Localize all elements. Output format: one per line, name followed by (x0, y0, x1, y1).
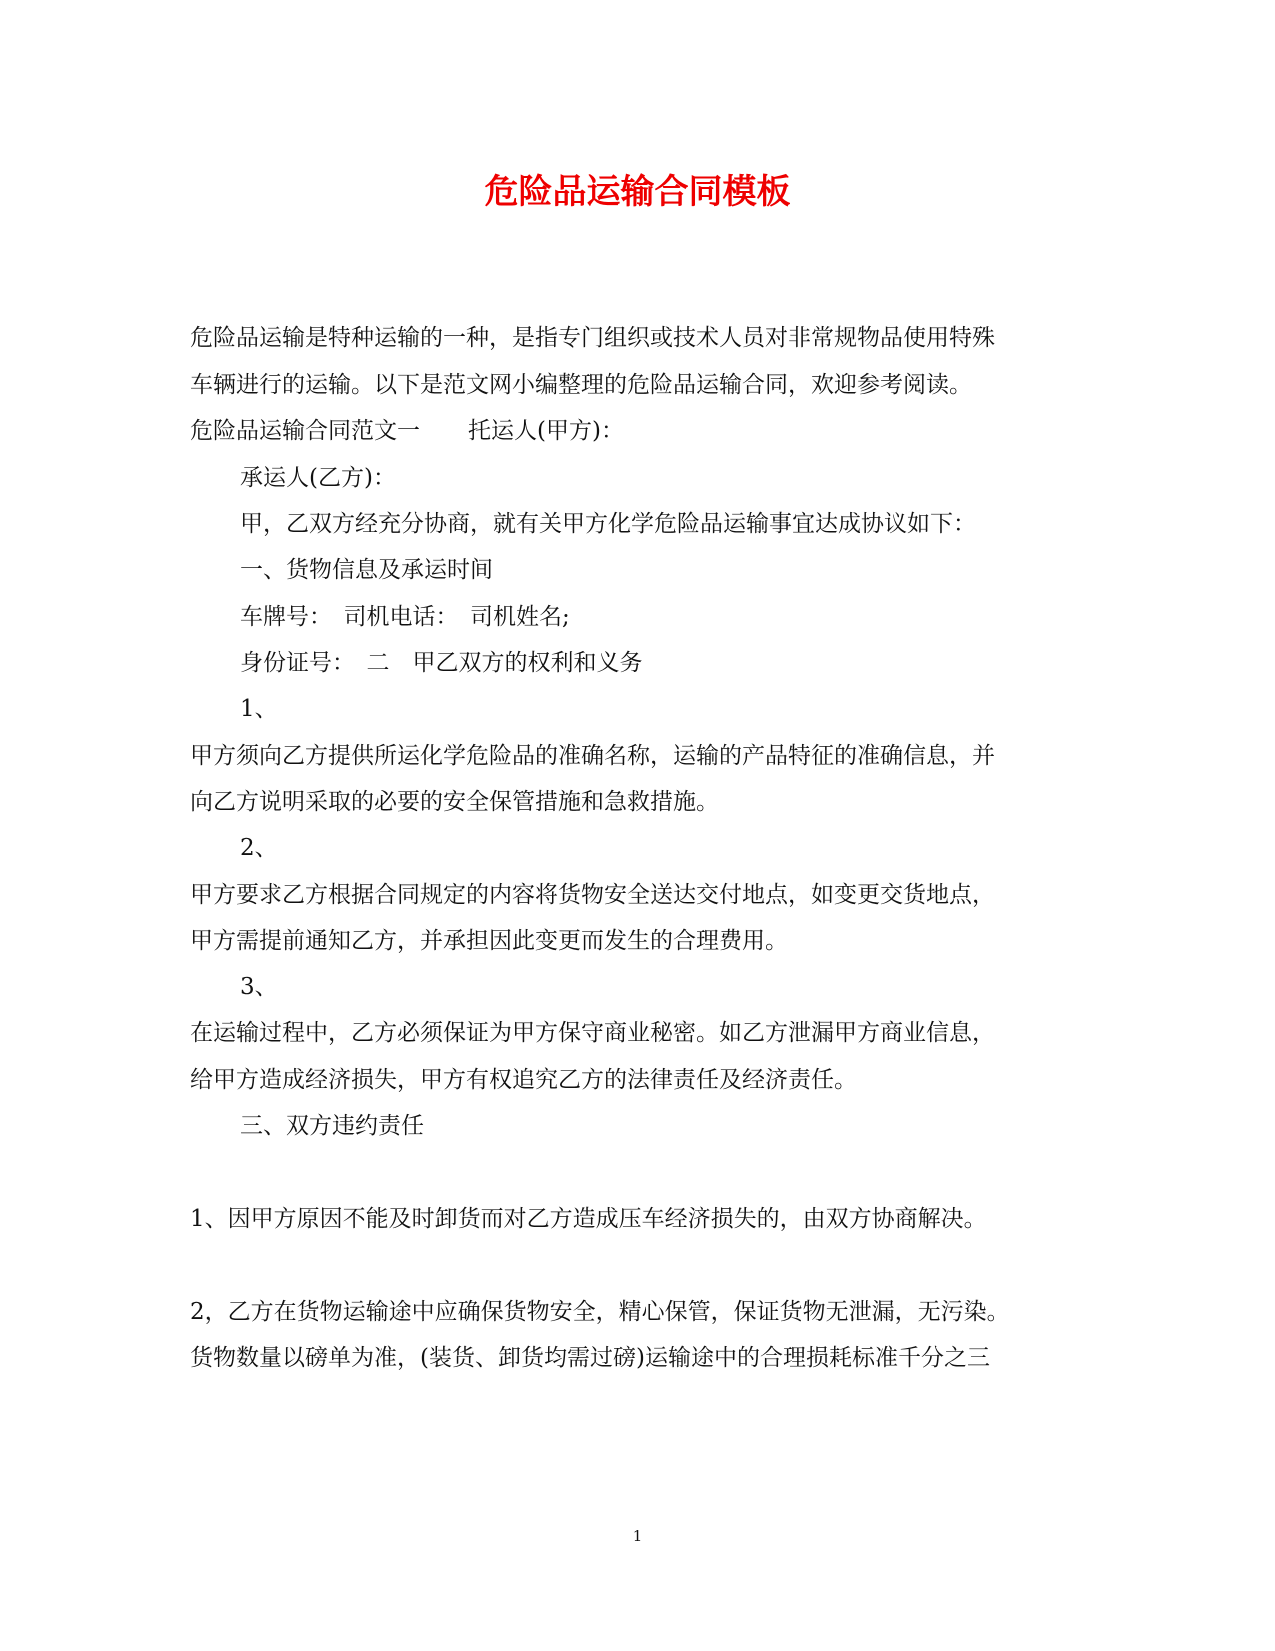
intro-line-2: 车辆进行的运输。以下是范文网小编整理的危险品运输合同，欢迎参考阅读。 (190, 372, 972, 398)
carrier-label: 承运人(乙方)： (240, 465, 396, 491)
sample-title: 危险品运输合同范文一 (190, 418, 420, 444)
liability-item-2-line-1: 2，乙方在货物运输途中应确保货物安全，精心保管，保证货物无泄漏，无污染。 (190, 1299, 1010, 1325)
shipper-label: 托运人(甲方)： (468, 418, 624, 444)
id-and-section-2-line: 身份证号： 二 甲乙双方的权利和义务 (240, 650, 643, 676)
contract-heading-line (190, 416, 624, 446)
item-3-number: 3、 (240, 974, 278, 1000)
item-3-line-1: 在运输过程中，乙方必须保证为甲方保守商业秘密。如乙方泄漏甲方商业信息， (190, 1020, 995, 1046)
section-3-heading: 三、双方违约责任 (240, 1113, 424, 1139)
item-2-line-1: 甲方要求乙方根据合同规定的内容将货物安全送达交付地点，如变更交货地点， (190, 882, 995, 908)
item-2-number: 2、 (240, 835, 278, 861)
liability-item-2-line-2: 货物数量以磅单为准，(装货、卸货均需过磅)运输途中的合理损耗标准千分之三 (190, 1345, 990, 1371)
item-2-line-2: 甲方需提前通知乙方，并承担因此变更而发生的合理费用。 (190, 928, 788, 954)
page-number: 1 (632, 1527, 643, 1545)
vehicle-info-line: 车牌号： 司机电话： 司机姓名; (240, 604, 570, 630)
item-1-line-1: 甲方须向乙方提供所运化学危险品的准确名称，运输的产品特征的准确信息，并 (190, 743, 995, 769)
liability-item-1: 1、因甲方原因不能及时卸货而对乙方造成压车经济损失的，由双方协商解决。 (190, 1206, 987, 1232)
section-1-heading: 一、货物信息及承运时间 (240, 557, 493, 583)
agreement-intro: 甲，乙双方经充分协商，就有关甲方化学危险品运输事宜达成协议如下： (240, 511, 976, 537)
item-3-line-2: 给甲方造成经济损失，甲方有权追究乙方的法律责任及经济责任。 (190, 1067, 857, 1093)
item-1-number: 1、 (240, 696, 278, 722)
intro-line-1: 危险品运输是特种运输的一种，是指专门组织或技术人员对非常规物品使用特殊 (190, 325, 995, 351)
item-1-line-2: 向乙方说明采取的必要的安全保管措施和急救措施。 (190, 789, 719, 815)
document-title: 危险品运输合同模板 (484, 172, 791, 212)
